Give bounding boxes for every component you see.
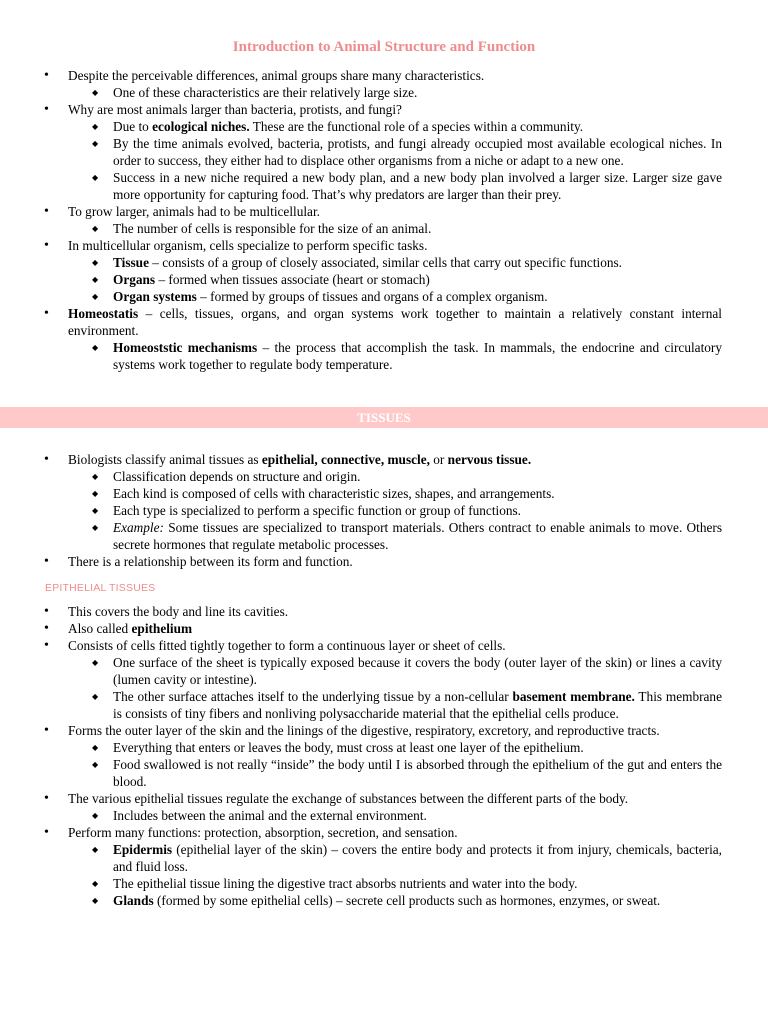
list-item: • In multicellular organism, cells specialize to perform specific tasks. ◆ Tissue – consists of a group of closely associated, similar cells that carry out specific functions. ◆ Organs – formed when tissues associate (heart or stomach) ◆ Organ systems – formed by groups of tissues and organs of a complex organism. [0, 237, 768, 305]
epithelial-section [0, 603, 768, 909]
list-item: ◆ Success in a new niche required a new body plan, and a new body plan involved a larger size. Larger size gave more opportunity for capturing food. That’s why predators are larger than their prey. [68, 169, 722, 203]
list-item: ◆ Each kind is composed of cells with characteristic sizes, shapes, and arrangements. [68, 485, 722, 502]
list-item: ◆ The other surface attaches itself to the underlying tissue by a non-cellular basement membrane. This membrane is consists of tiny fibers and nonliving polysaccharide material that the epithelial cells produce. [68, 688, 722, 722]
list-item: ◆ One of these characteristics are their relatively large size. [68, 84, 722, 101]
list-item: • Despite the perceivable differences, animal groups share many characteristics. ◆ One of these characteristics are their relatively large size. [0, 67, 768, 101]
list-item: ◆ By the time animals evolved, bacteria, protists, and fungi already occupied most available ecological niches. In order to success, they either had to displace other organisms from a niche or adapt to a new one. [68, 135, 722, 169]
list-item: ◆ Tissue – consists of a group of closely associated, similar cells that carry out specific functions. [68, 254, 722, 271]
tissues-section [0, 451, 768, 570]
list-item: ◆ Example: Some tissues are specialized to transport materials. Others contract to enable animals to move. Others secrete hormones that regulate metabolic processes. [68, 519, 722, 553]
section-banner-tissues: TISSUES [0, 407, 768, 428]
list-item: ◆ Homeoststic mechanisms – the process that accomplish the task. In mammals, the endocrine and circulatory systems work together to regulate body temperature. [68, 339, 722, 373]
list-item: • Why are most animals larger than bacteria, protists, and fungi? ◆ Due to ecological niches. These are the functional role of a species within a community. ◆ By the time animals evolved, bacteria, protists, and fungi already occupied most available ecological niches. In order to success, they either had to displace other organisms from a niche or adapt to a new one. ◆ Success in a new niche required a new body plan, and a new body plan involved a larger size. Larger size gave more opportunity for capturing food. That’s why predators are larger than their prey. [0, 101, 768, 203]
list-item: ◆ Organ systems – formed by groups of tissues and organs of a complex organism. [68, 288, 722, 305]
page-title: Introduction to Animal Structure and Function [232, 39, 536, 55]
list-item: • This covers the body and line its cavities. [0, 603, 768, 620]
list-item: ◆ Glands (formed by some epithelial cells) – secrete cell products such as hormones, enzymes, or sweat. [68, 892, 722, 909]
list-item: ◆ Each type is specialized to perform a specific function or group of functions. [68, 502, 722, 519]
list-item: ◆ Includes between the animal and the external environment. [68, 807, 722, 824]
list-item: ◆ Epidermis (epithelial layer of the skin) – covers the entire body and protects it from injury, chemicals, bacteria, and fluid loss. [68, 841, 722, 875]
list-item: ◆ Food swallowed is not really “inside” the body until I is absorbed through the epithelium of the gut and enters the blood. [68, 756, 722, 790]
list-item: ◆ One surface of the sheet is typically exposed because it covers the body (outer layer of the skin) or lines a cavity (lumen cavity or intestine). [68, 654, 722, 688]
list-item: • Also called epithelium [0, 620, 768, 637]
list-item: ◆ Due to ecological niches. These are the functional role of a species within a community. [68, 118, 722, 135]
list-item: ◆ Classification depends on structure and origin. [68, 468, 722, 485]
list-item: • The various epithelial tissues regulate the exchange of substances between the different parts of the body. ◆ Includes between the animal and the external environment. [0, 790, 768, 824]
list-item: • There is a relationship between its form and function. [0, 553, 768, 570]
list-item: ◆ The number of cells is responsible for the size of an animal. [68, 220, 722, 237]
list-item: • To grow larger, animals had to be multicellular. ◆ The number of cells is responsible for the size of an animal. [0, 203, 768, 237]
list-item: • Consists of cells fitted tightly together to form a continuous layer or sheet of cells. ◆ One surface of the sheet is typically exposed because it covers the body (outer layer of the skin) or lines a cavity (lumen cavity or intestine). ◆ The other surface attaches itself to the underlying tissue by a non-cellular basement membrane. This membrane is consists of tiny fibers and nonliving polysaccharide material that the epithelial cells produce. [0, 637, 768, 722]
list-item: ◆ The epithelial tissue lining the digestive tract absorbs nutrients and water into the body. [68, 875, 722, 892]
list-item: ◆ Organs – formed when tissues associate (heart or stomach) [68, 271, 722, 288]
list-item: • Biologists classify animal tissues as epithelial, connective, muscle, or nervous tissue. ◆ Classification depends on structure and origin. ◆ Each kind is composed of cells with characteristic sizes, shapes, and arrangements. ◆ Each type is specialized to perform a specific function or group of functions. ◆ Example: Some tissues are specialized to transport materials. Others contract to enable animals to move. Others secrete hormones that regulate metabolic processes. [0, 451, 768, 553]
list-item: • Homeostatis – cells, tissues, organs, and organ systems work together to maintain a relatively constant internal environment. ◆ Homeoststic mechanisms – the process that accomplish the task. In mammals, the endocrine and circulatory systems work together to regulate body temperature. [0, 305, 768, 373]
list-item: ◆ Everything that enters or leaves the body, must cross at least one layer of the epithelium. [68, 739, 722, 756]
subheading-epithelial: EPITHELIAL TISSUES [45, 582, 156, 594]
list-item: • Forms the outer layer of the skin and the linings of the digestive, respiratory, excretory, and reproductive tracts. ◆ Everything that enters or leaves the body, must cross at least one layer of the epithelium. ◆ Food swallowed is not really “inside” the body until I is absorbed through the epithelium of the gut and enters the blood. [0, 722, 768, 790]
intro-section [0, 67, 768, 373]
list-item: • Perform many functions: protection, absorption, secretion, and sensation. ◆ Epidermis (epithelial layer of the skin) – covers the entire body and protects it from injury, chemicals, bacteria, and fluid loss. ◆ The epithelial tissue lining the digestive tract absorbs nutrients and water into the body. ◆ Glands (formed by some epithelial cells) – secrete cell products such as hormones, enzymes, or sweat. [0, 824, 768, 909]
